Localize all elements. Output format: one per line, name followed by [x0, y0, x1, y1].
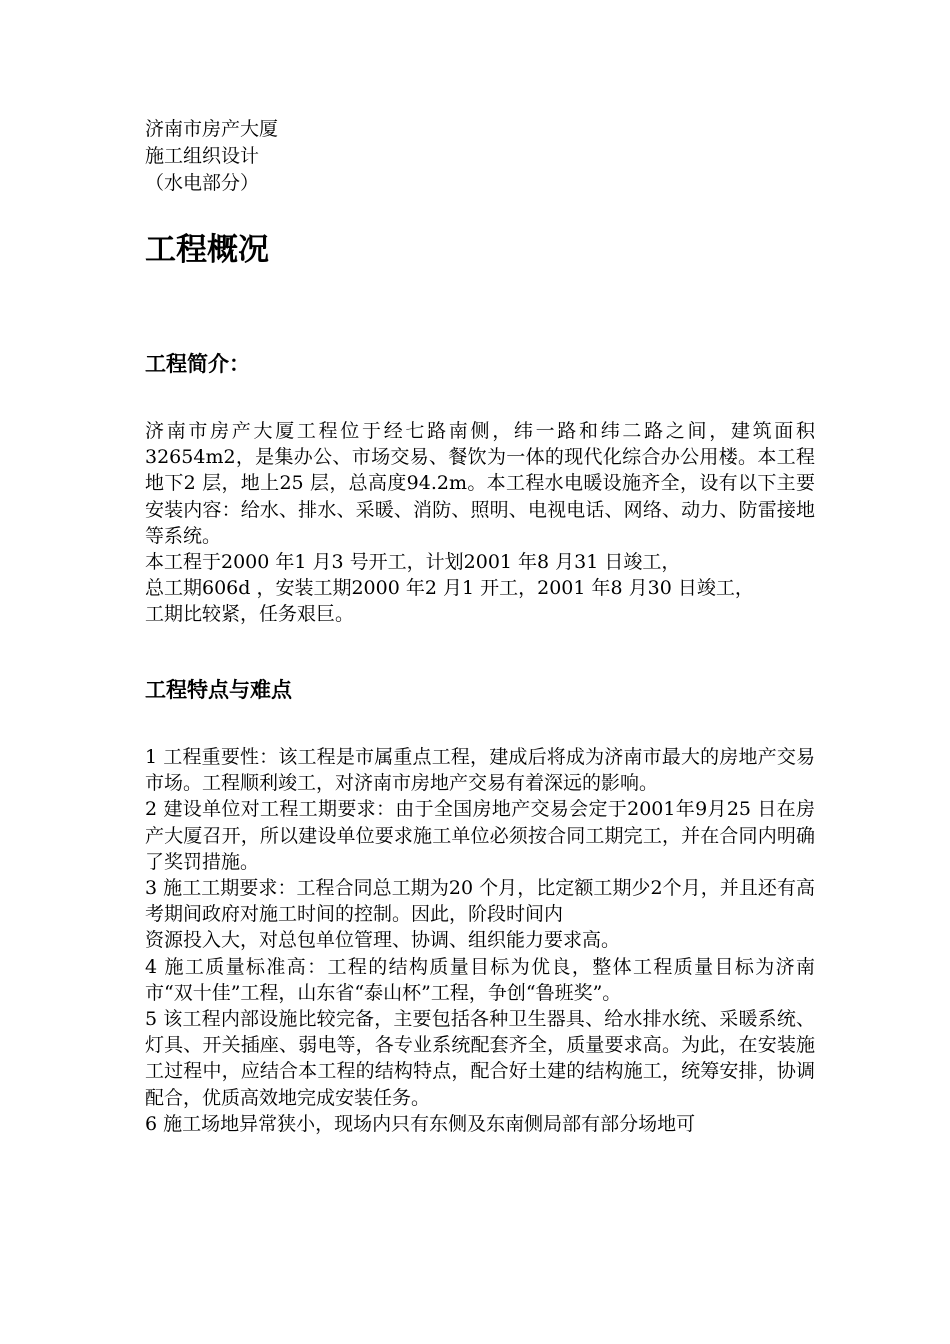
cover-block: [145, 116, 815, 197]
section-heading: 工程概况: [145, 232, 269, 268]
feature-item: 2 建设单位对工程工期要求：由于全国房地产交易会定于2001年9月25 日在房产大厦召开，所以建设单位要求施工单位必须按合同工期完工，并在合同内明确了奖罚措施。: [145, 798, 815, 873]
project-name: 济南市房产大厦: [145, 118, 279, 140]
intro-paragraph: 本工程于2000 年1 月3 号开工，计划2001 年8 月31 日竣工，: [145, 551, 681, 574]
feature-item: 资源投入大，对总包单位管理、协调、组织能力要求高。: [145, 929, 621, 952]
feature-item: 4 施工质量标准高：工程的结构质量目标为优良，整体工程质量目标为济南市“双十佳”工程，山东省“泰山杯”工程，争创“鲁班奖”。: [145, 955, 815, 1004]
feature-item: 6 施工场地异常狭小，现场内只有东侧及东南侧局部有部分场地可: [145, 1112, 696, 1135]
document-title: 施工组织设计: [145, 145, 260, 167]
intro-body: [145, 418, 815, 628]
intro-paragraph: 工期比较紧，任务艰巨。: [145, 603, 355, 626]
intro-heading: 工程简介：: [145, 352, 250, 376]
features-body: [145, 744, 815, 1137]
document-subtitle: （水电部分）: [145, 172, 260, 194]
features-heading: 工程特点与难点: [145, 678, 292, 702]
intro-paragraph: 总工期606d ，安装工期2000 年2 月1 开工，2001 年8 月30 日竣工，: [145, 577, 754, 600]
feature-item: 5 该工程内部设施比较完备，主要包括各种卫生器具、给水排水统、采暖系统、灯具、开关插座、弱电等，各专业系统配套齐全，质量要求高。为此，在安装施工过程中，应结合本工程的结构特点，配合好土建的结构施工，统筹安排，协调配合，优质高效地完成安装任务。: [145, 1008, 815, 1109]
feature-item: 1 工程重要性：该工程是市属重点工程，建成后将成为济南市最大的房地产交易市场。工程顺利竣工，对济南市房地产交易有着深远的影响。: [145, 746, 815, 795]
feature-item: 3 施工工期要求：工程合同总工期为20 个月，比定额工期少2个月，并且还有高考期间政府对施工时间的控制。因此，阶段时间内: [145, 877, 815, 926]
intro-paragraph: 济南市房产大厦工程位于经七路南侧，纬一路和纬二路之间，建筑面积32654m2，是集办公、市场交易、餐饮为一体的现代化综合办公用楼。本工程地下2 层，地上25 层，总高度94.2m。本工程水电暖设施齐全，设有以下主要安装内容：给水、排水、采暖、消防、照明、电视电话、网络、动力、防雷接地等系统。: [145, 420, 815, 547]
